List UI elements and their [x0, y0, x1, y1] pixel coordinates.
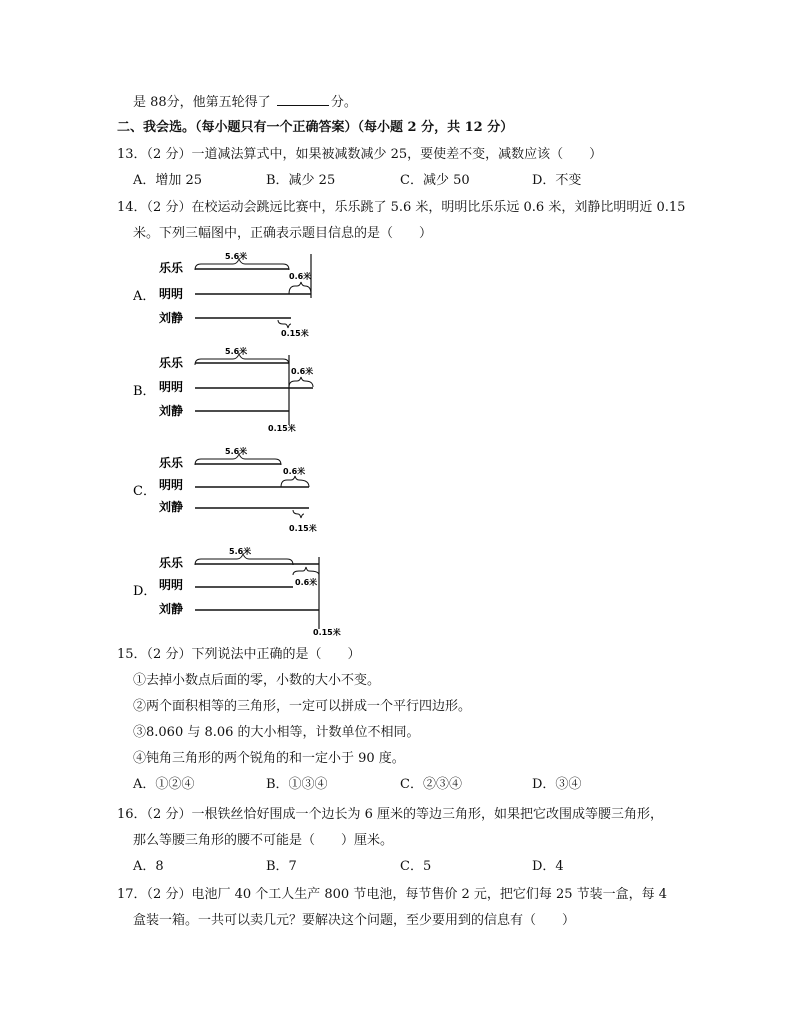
figure-c-label-0-15: 0.15米: [289, 524, 317, 533]
figure-c-name-mingming: 明明: [159, 478, 184, 492]
continuation-line: [133, 93, 357, 112]
q15-option-d[interactable]: D．③④: [532, 777, 582, 792]
figure-d-name-liujing: 刘静: [159, 602, 184, 616]
figure-a-label-0-15: 0.15米: [281, 329, 309, 338]
q16-option-d[interactable]: D．4: [532, 859, 564, 874]
q14-figure-c[interactable]: [133, 443, 333, 538]
q13-options: [133, 172, 693, 190]
figure-c-brace-mid: [281, 476, 309, 487]
figure-b-label-0-6: 0.6米: [291, 367, 314, 376]
figure-a-label-0-6: 0.6米: [289, 272, 312, 281]
q14-stem-line1: 14．（2 分）在校运动会跳远比赛中，乐乐跳了 5.6 米，明明比乐乐远 0.6 米，刘静比明明近 0.15: [117, 200, 686, 215]
figure-a-name-lele: 乐乐: [159, 261, 184, 275]
figure-d-label-0-15: 0.15米: [313, 628, 341, 637]
q13-option-c[interactable]: C．减少 50: [400, 173, 470, 188]
q15-options: [133, 776, 693, 794]
q17-stem-line2: 盒装一箱。一共可以卖几元？要解决这个问题，至少要用到的信息有（ ）: [133, 913, 576, 928]
q16-options: [133, 858, 693, 876]
q15-option-c[interactable]: C．②③④: [400, 777, 462, 792]
q15-statement-1: ①去掉小数点后面的零，小数的大小不变。: [133, 673, 381, 688]
figure-a-brace-bottom: [278, 320, 291, 328]
q15-stem: 15．（2 分）下列说法中正确的是（ ）: [117, 647, 361, 662]
continuation-text-before: 是 88分，他第五轮得了: [133, 95, 271, 110]
figure-d-name-mingming: 明明: [159, 578, 184, 592]
continuation-text-after: 分。: [330, 95, 357, 110]
figure-b-brace-mid: [289, 377, 313, 387]
q14-figure-b[interactable]: [133, 343, 333, 435]
figure-b-letter: B．: [133, 384, 156, 399]
q16-stem-line1: 16．（2 分）一根铁丝恰好围成一个边长为 6 厘米的等边三角形，如果把它改围成等腰三角形，: [117, 807, 663, 822]
q15-statement-2: ②两个面积相等的三角形，一定可以拼成一个平行四边形。: [133, 699, 472, 714]
section-header: 二、我会选。（每小题只有一个正确答案）（每小题 2 分，共 12 分）: [117, 120, 514, 135]
q16-stem-line2: 那么等腰三角形的腰不可能是（ ）厘米。: [133, 833, 394, 848]
q16-option-c[interactable]: C．5: [400, 859, 432, 874]
figure-b-label-5-6: 5.6米: [225, 347, 248, 356]
figure-b-label-0-15: 0.15米: [268, 424, 296, 433]
figure-c-label-5-6: 5.6米: [225, 447, 248, 456]
figure-d-letter: D．: [133, 584, 157, 599]
figure-c-letter: C．: [133, 484, 156, 499]
figure-d-brace-mid: [293, 567, 319, 575]
figure-a-name-mingming: 明明: [159, 287, 184, 301]
figure-a-name-liujing: 刘静: [159, 311, 184, 325]
figure-b-name-mingming: 明明: [159, 380, 184, 394]
figure-c-label-0-6: 0.6米: [283, 467, 306, 476]
figure-a-brace-mid: [289, 282, 311, 294]
figure-d-label-0-6: 0.6米: [295, 578, 318, 587]
q13-stem: 13．（2 分）一道减法算式中，如果被减数减少 25，要使差不变，减数应该（ ）: [117, 147, 603, 162]
q14-stem-line2: 米。下列三幅图中，正确表示题目信息的是（ ）: [133, 226, 433, 241]
q14-figure-d[interactable]: [133, 543, 348, 638]
figure-c-brace-bottom: [293, 510, 304, 518]
figure-a-label-5-6: 5.6米: [225, 252, 248, 261]
q15-statement-3: ③8.060 与 8.06 的大小相等，计数单位不相同。: [133, 725, 420, 740]
q15-option-b[interactable]: B．①③④: [266, 777, 328, 792]
figure-b-name-liujing: 刘静: [159, 404, 184, 418]
figure-c-name-lele: 乐乐: [159, 456, 184, 470]
figure-d-name-lele: 乐乐: [159, 556, 184, 570]
answer-blank[interactable]: [277, 93, 329, 106]
q16-option-a[interactable]: A．8: [133, 859, 164, 874]
figure-d-label-5-6: 5.6米: [229, 547, 252, 556]
q15-statement-4: ④钝角三角形的两个锐角的和一定小于 90 度。: [133, 751, 405, 766]
q13-option-d[interactable]: D．不变: [532, 173, 582, 188]
figure-b-name-lele: 乐乐: [159, 356, 184, 370]
q14-figure-a[interactable]: [133, 248, 333, 340]
q13-option-a[interactable]: A．增加 25: [133, 173, 203, 188]
q17-stem-line1: 17．（2 分）电池厂 40 个工人生产 800 节电池，每节售价 2 元，把它们每 25 节装一盒，每 4: [117, 887, 668, 902]
q13-option-b[interactable]: B．减少 25: [266, 173, 336, 188]
figure-a-letter: A．: [133, 289, 156, 304]
figure-c-name-liujing: 刘静: [159, 500, 184, 514]
q15-option-a[interactable]: A．①②④: [133, 777, 195, 792]
q16-option-b[interactable]: B．7: [266, 859, 297, 874]
